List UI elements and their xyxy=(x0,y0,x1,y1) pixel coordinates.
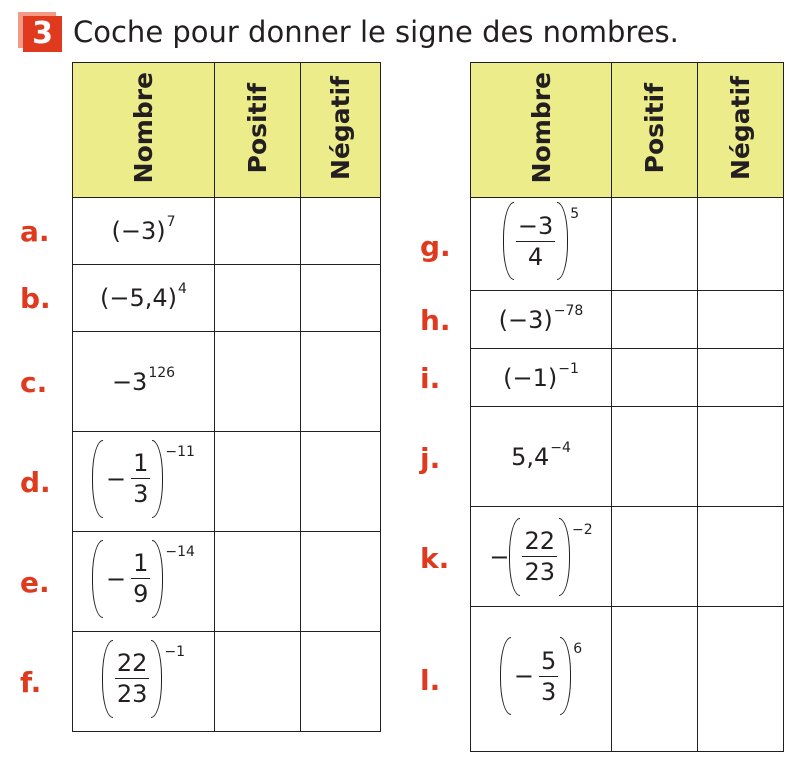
checkbox-positive-a[interactable] xyxy=(215,198,301,265)
checkbox-positive-j[interactable] xyxy=(612,407,698,507)
header-number: Nombre xyxy=(73,63,215,198)
header-negative: Négatif xyxy=(301,63,381,198)
checkbox-positive-b[interactable] xyxy=(215,265,301,332)
exercise-number: 3 xyxy=(23,16,62,52)
checkbox-positive-e[interactable] xyxy=(215,532,301,632)
row-label-j: j. xyxy=(420,442,441,475)
expression-f: $\frac{22}{23}$ −1 xyxy=(73,632,215,732)
row-label-f: f. xyxy=(20,666,42,699)
header-number: Nombre xyxy=(471,63,612,198)
exercise-instruction: Coche pour donner le signe des nombres. xyxy=(73,15,679,49)
row-label-c: c. xyxy=(20,366,48,399)
expression-h: $(-3)^{-78}$ xyxy=(471,291,612,349)
expression-a: $(-3)^7$ xyxy=(73,198,215,265)
expression-e: − $\frac{1}{9}$ −14 xyxy=(73,532,215,632)
expression-b: $(-5,4)^4$ xyxy=(73,265,215,332)
header-positive: Positif xyxy=(215,63,301,198)
expression-l: − $\frac{5}{3}$ 6 xyxy=(471,607,612,752)
checkbox-positive-c[interactable] xyxy=(215,332,301,432)
exercise-number-badge xyxy=(18,12,62,52)
checkbox-negative-h[interactable] xyxy=(698,291,784,349)
checkbox-negative-k[interactable] xyxy=(698,507,784,607)
row-label-h: h. xyxy=(420,304,451,337)
header-positive: Positif xyxy=(612,63,698,198)
header-negative: Négatif xyxy=(698,63,784,198)
row-label-d: d. xyxy=(20,466,51,499)
checkbox-negative-b[interactable] xyxy=(301,265,381,332)
expression-j: $5,4^{-4}$ xyxy=(471,407,612,507)
checkbox-negative-f[interactable] xyxy=(301,632,381,732)
checkbox-positive-h[interactable] xyxy=(612,291,698,349)
expression-c: $-3^{126}$ xyxy=(73,332,215,432)
checkbox-positive-i[interactable] xyxy=(612,349,698,407)
row-label-k: k. xyxy=(420,542,450,575)
row-label-b: b. xyxy=(20,282,51,315)
checkbox-negative-g[interactable] xyxy=(698,198,784,291)
left-sign-table xyxy=(72,62,381,732)
checkbox-positive-k[interactable] xyxy=(612,507,698,607)
checkbox-positive-d[interactable] xyxy=(215,432,301,532)
checkbox-negative-i[interactable] xyxy=(698,349,784,407)
checkbox-negative-e[interactable] xyxy=(301,532,381,632)
row-label-e: e. xyxy=(20,566,50,599)
expression-g: $\frac{-3}{4}$ 5 xyxy=(471,198,612,291)
checkbox-positive-f[interactable] xyxy=(215,632,301,732)
checkbox-positive-l[interactable] xyxy=(612,607,698,752)
right-sign-table xyxy=(470,62,784,752)
expression-d: − $\frac{1}{3}$ −11 xyxy=(73,432,215,532)
row-label-l: l. xyxy=(420,664,441,697)
checkbox-negative-l[interactable] xyxy=(698,607,784,752)
checkbox-negative-d[interactable] xyxy=(301,432,381,532)
checkbox-negative-a[interactable] xyxy=(301,198,381,265)
checkbox-negative-j[interactable] xyxy=(698,407,784,507)
checkbox-negative-c[interactable] xyxy=(301,332,381,432)
row-label-g: g. xyxy=(420,230,451,263)
expression-k: − $\frac{22}{23}$ −2 xyxy=(471,507,612,607)
checkbox-positive-g[interactable] xyxy=(612,198,698,291)
expression-i: $(-1)^{-1}$ xyxy=(471,349,612,407)
row-label-a: a. xyxy=(20,215,50,248)
row-label-i: i. xyxy=(420,362,441,395)
